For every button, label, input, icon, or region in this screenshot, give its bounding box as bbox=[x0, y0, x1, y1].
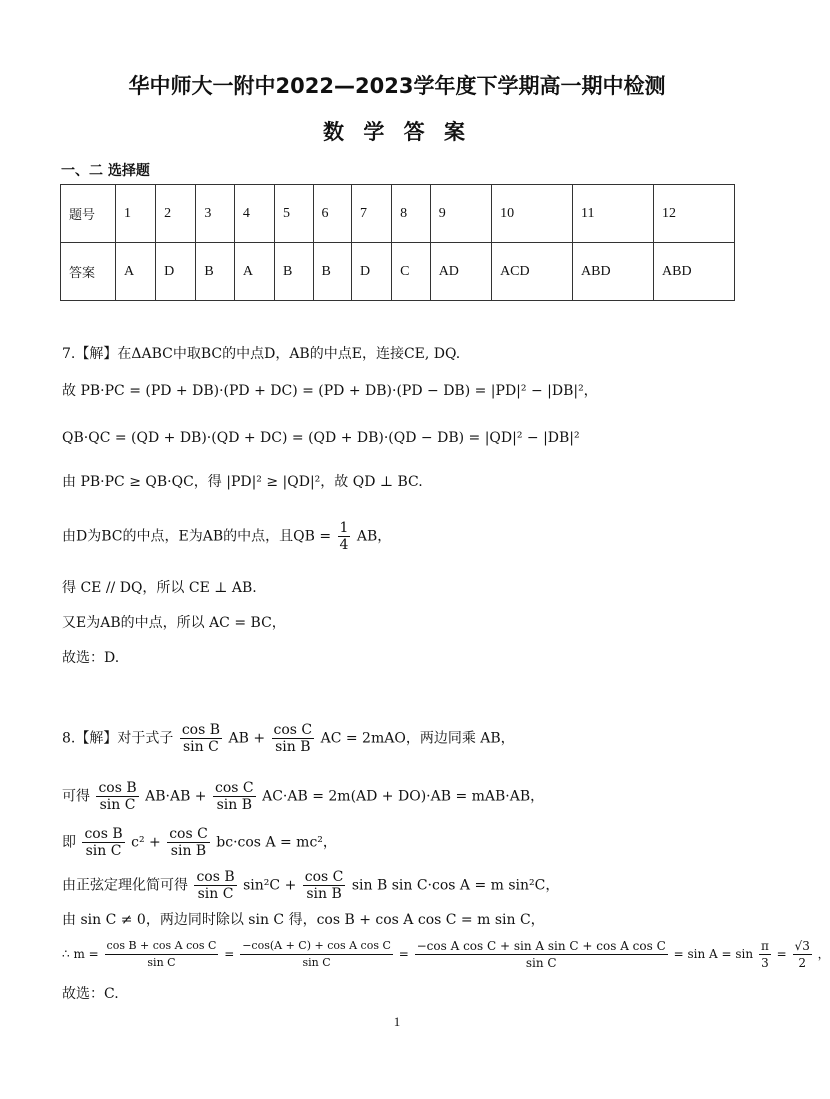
fraction bbox=[303, 869, 346, 902]
section-label: 一、二 选择题 bbox=[61, 163, 150, 179]
table-row bbox=[61, 185, 735, 243]
q8-line-3-text: 即 bbox=[62, 834, 76, 851]
fraction-numerator: 1 bbox=[339, 520, 349, 536]
q8-line-3 bbox=[62, 826, 337, 859]
fraction-denominator: sin B bbox=[275, 739, 311, 755]
fraction-numerator: cos C bbox=[304, 869, 344, 885]
q7-line-5 bbox=[62, 520, 391, 553]
fraction bbox=[213, 780, 256, 813]
q8-line-1 bbox=[62, 722, 515, 755]
q8-line-1-text: 8.【解】对于式子 bbox=[62, 730, 174, 747]
table-header-cell: 答案 bbox=[61, 243, 116, 301]
fraction-denominator: 4 bbox=[339, 537, 349, 553]
fraction-denominator: sin B bbox=[170, 843, 207, 859]
table-cell: 10 bbox=[492, 185, 573, 243]
table-cell: D bbox=[352, 243, 392, 301]
table-cell: ABD bbox=[654, 243, 735, 301]
q8-line-4-text: 由正弦定理化简可得 bbox=[62, 877, 188, 894]
q8-line-4 bbox=[62, 869, 559, 902]
table-cell: 11 bbox=[573, 185, 654, 243]
q7-line-7: 又E为AB的中点，所以 AC = BC， bbox=[62, 615, 286, 631]
q8-line-2 bbox=[62, 780, 544, 813]
q8-line-1-mid: AB + bbox=[228, 730, 266, 747]
table-cell: AD bbox=[430, 243, 491, 301]
q8-line-2-mid: AB·AB + bbox=[145, 788, 207, 805]
fraction-numerator: cos B + cos A cos C bbox=[105, 938, 219, 955]
table-cell: 5 bbox=[274, 185, 313, 243]
q8-line-5: 由 sin C ≠ 0，两边同时除以 sin C 得，cos B + cos A cos C = m sin C， bbox=[62, 912, 545, 928]
table-cell: 2 bbox=[156, 185, 196, 243]
fraction-denominator: sin C bbox=[197, 886, 234, 902]
table-cell: ABD bbox=[573, 243, 654, 301]
page-subtitle: 数 学 答 案 bbox=[323, 120, 471, 144]
fraction bbox=[415, 938, 668, 971]
q8-line-4-tail: sin B sin C·cos A = m sin²C， bbox=[351, 877, 560, 894]
q8-line-3-tail: bc·cos A = mc²， bbox=[216, 834, 337, 851]
q7-line-2: 故 PB·PC = (PD + DB)·(PD + DC) = (PD + DB)·(PD − DB) = |PD|² − |DB|²， bbox=[62, 383, 598, 399]
table-cell: 3 bbox=[196, 185, 235, 243]
table-cell: D bbox=[156, 243, 196, 301]
fraction-numerator: cos B bbox=[84, 826, 123, 842]
fraction-numerator: cos B bbox=[98, 780, 137, 796]
fraction-numerator: cos C bbox=[273, 722, 313, 738]
fraction bbox=[167, 826, 210, 859]
fraction bbox=[759, 938, 771, 971]
page-number: 1 bbox=[393, 1014, 401, 1029]
q7-line-5-text: 由D为BC的中点，E为AB的中点，且QB = bbox=[62, 528, 332, 545]
fraction bbox=[96, 780, 138, 813]
fraction-numerator: √3 bbox=[794, 939, 810, 953]
page-title: 华中师大一附中2022—2023学年度下学期高一期中检测 bbox=[128, 74, 666, 98]
q7-line-6: 得 CE // DQ，所以 CE ⊥ AB. bbox=[62, 580, 257, 596]
q8-line-6-tail: = sin A = sin bbox=[673, 947, 754, 961]
q7-line-3: QB·QC = (QD + DB)·(QD + DC) = (QD + DB)·(QD − DB) = |QD|² − |DB|² bbox=[62, 430, 580, 446]
q8-line-6-text: ∴ m = bbox=[62, 947, 99, 961]
fraction-numerator: π bbox=[760, 939, 769, 953]
fraction-denominator: 2 bbox=[798, 956, 806, 970]
table-cell: B bbox=[313, 243, 352, 301]
table-cell: A bbox=[234, 243, 274, 301]
fraction-numerator: cos C bbox=[215, 780, 254, 796]
q8-line-6-end: ， bbox=[817, 947, 830, 961]
fraction bbox=[180, 722, 222, 755]
fraction-numerator: −cos A cos C + sin A sin C + cos A cos C bbox=[416, 939, 666, 953]
fraction-numerator: cos B bbox=[196, 869, 235, 885]
table-cell: 8 bbox=[392, 185, 431, 243]
table-cell: 6 bbox=[313, 185, 352, 243]
fraction bbox=[338, 520, 351, 553]
table-cell: B bbox=[196, 243, 235, 301]
fraction-denominator: sin C bbox=[147, 956, 176, 969]
q8-line-6 bbox=[62, 938, 830, 971]
table-cell: 9 bbox=[430, 185, 491, 243]
fraction bbox=[82, 826, 124, 859]
table-cell: ACD bbox=[492, 243, 573, 301]
q8-line-1-tail: AC = 2mAO，两边同乘 AB， bbox=[320, 730, 515, 747]
fraction-denominator: 3 bbox=[761, 956, 769, 970]
fraction-numerator: cos B bbox=[181, 722, 221, 738]
table-row bbox=[61, 243, 735, 301]
table-cell: 1 bbox=[116, 185, 156, 243]
answer-table bbox=[60, 184, 735, 301]
table-header-cell: 题号 bbox=[61, 185, 116, 243]
table-cell: 12 bbox=[654, 185, 735, 243]
q8-line-4-mid: sin²C + bbox=[243, 877, 297, 894]
table-cell: B bbox=[274, 243, 313, 301]
fraction-denominator: sin C bbox=[85, 843, 122, 859]
q8-line-3-mid: c² + bbox=[131, 834, 161, 851]
table-cell: A bbox=[116, 243, 156, 301]
fraction bbox=[105, 938, 219, 971]
q8-line-2-text: 可得 bbox=[62, 788, 90, 805]
table-cell: 4 bbox=[234, 185, 274, 243]
equals-sign: = bbox=[224, 947, 235, 961]
fraction bbox=[194, 869, 236, 902]
fraction-denominator: sin B bbox=[216, 797, 253, 813]
q7-line-1: 7.【解】在ΔABC中取BC的中点D，AB的中点E，连接CE, DQ. bbox=[62, 346, 461, 362]
fraction-denominator: sin B bbox=[306, 886, 342, 902]
equals-sign: = bbox=[398, 947, 409, 961]
table-cell: C bbox=[392, 243, 431, 301]
equals-sign: = bbox=[776, 947, 787, 961]
fraction-numerator: cos C bbox=[169, 826, 208, 842]
fraction-numerator: −cos(A + C) + cos A cos C bbox=[240, 938, 393, 955]
fraction-denominator: sin C bbox=[99, 797, 136, 813]
fraction-denominator: sin C bbox=[525, 956, 557, 970]
fraction bbox=[793, 938, 812, 971]
q7-answer: 故选：D. bbox=[62, 650, 120, 666]
q8-answer: 故选：C. bbox=[62, 986, 119, 1002]
fraction-denominator: sin C bbox=[182, 739, 219, 755]
q7-line-4: 由 PB·PC ≥ QB·QC，得 |PD|² ≥ |QD|²，故 QD ⊥ BC. bbox=[62, 474, 423, 490]
q8-line-2-tail: AC·AB = 2m(AD + DO)·AB = mAB·AB， bbox=[262, 788, 545, 805]
table-cell: 7 bbox=[352, 185, 392, 243]
fraction bbox=[240, 938, 393, 971]
q7-line-5-tail: AB， bbox=[356, 528, 392, 545]
fraction-denominator: sin C bbox=[302, 956, 331, 969]
fraction bbox=[272, 722, 315, 755]
